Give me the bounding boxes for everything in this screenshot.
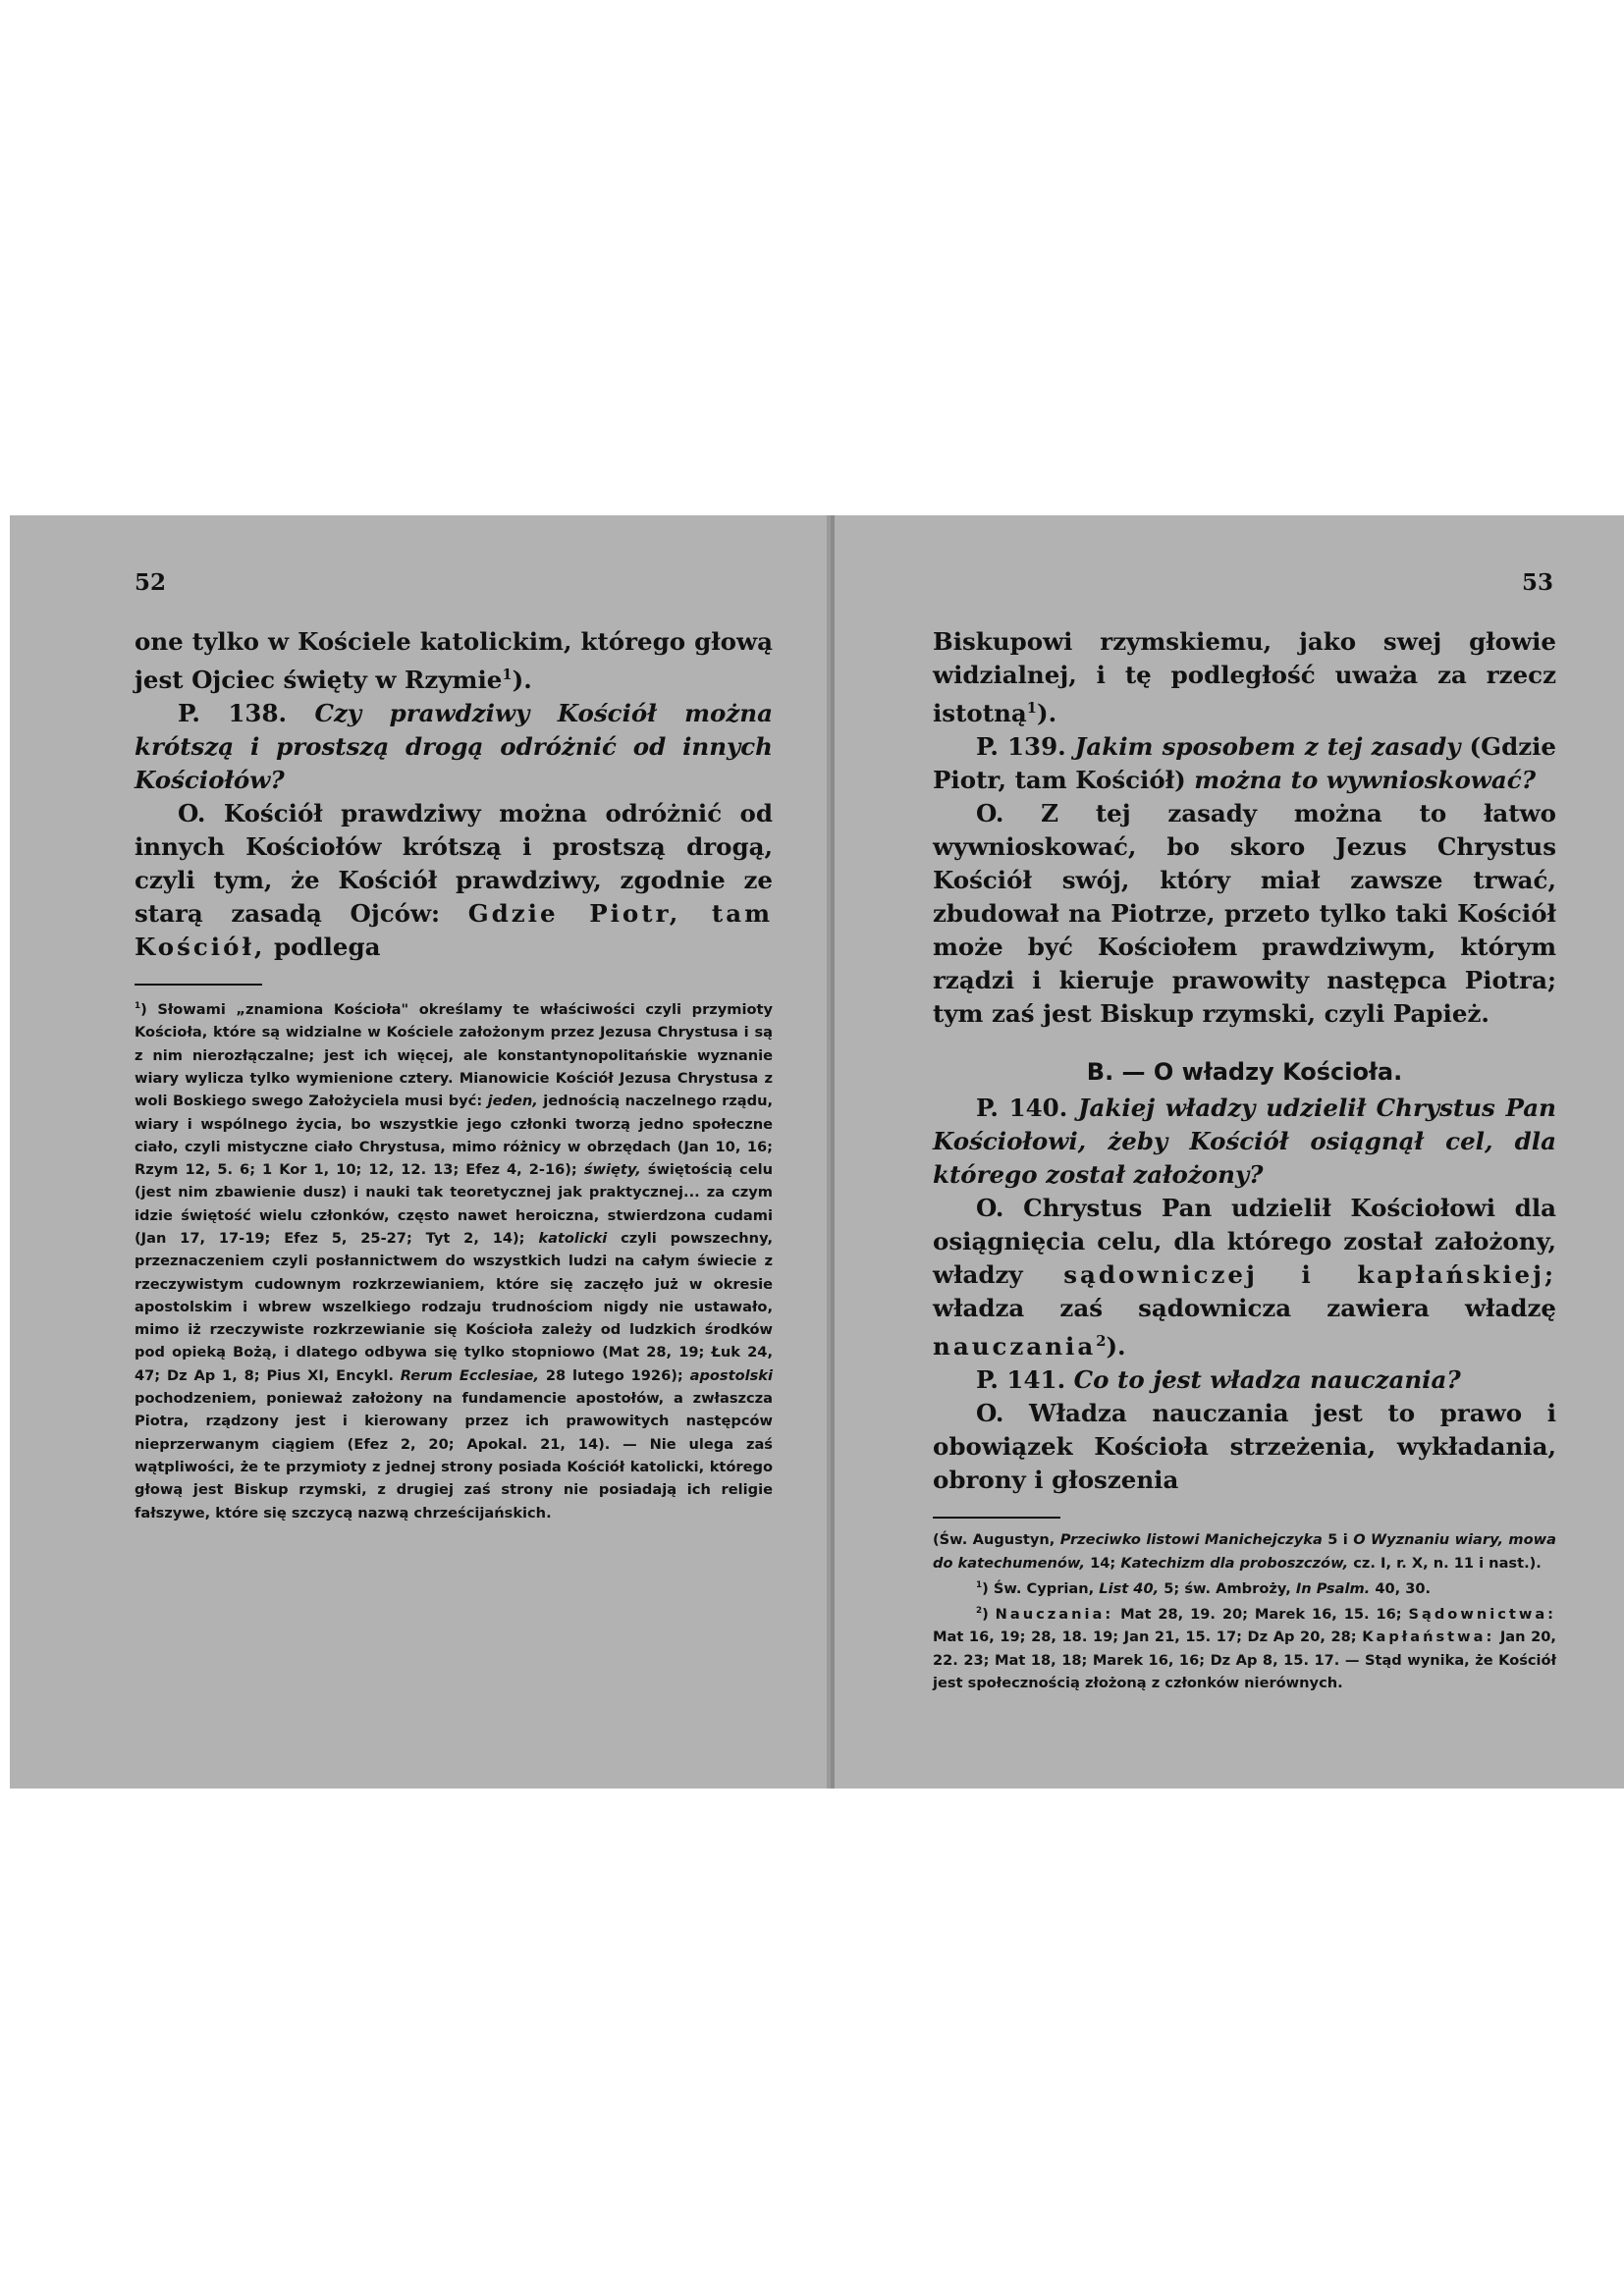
footnote-1: $^1$) Słowami „znamiona Kościoła" określamy te właściwości czyli przymioty Kościoła, które są widzialne w Kościele założonym przez Jezusa Chrystusa i są z nim nierozłączalne; jest ich więcej, ale konstantynopolitańskie wyznanie wiary wylicza tylko wymienione cztery. Mianowicie Kościół Jezusa Chrystusa z woli Boskiego swego Założyciela musi być: jeden, jednością naczelnego rządu, wiary i wspólnego życia, bo wszystkie jego członki tworzą jedno społeczne ciało, czyli mistyczne ciało Chrystusa, mimo różnicy w obrzędach (Jan 10, 16; Rzym 12, 5. 6; 1 Kor 1, 10; 12, 12. 13; Efez 4, 2-16); święty, świętością celu (jest nim zbawienie dusz) i nauki tak teoretycznej jak praktycznej... za czym idzie świętość wielu członków, często nawet heroiczna, stwierdzona cudami (Jan 17, 17-19; Efez 5, 25-27; Tyt 2, 14); katolicki czyli powszechny, przeznaczeniem czyli posłannictwem do wszystkich ludzi na całym świecie z rzeczywistym cudownym rozkrzewianiem, które się zaczęło już w okresie apostolskim i wbrew wszelkiego rodzaju trudnościom nigdy nie ustawało, mimo iż rzeczywiste rozkrzewianie się Kościoła zależy od ludzkich środków pod opieką Bożą, i dlatego odbywa się tylko stopniowo (Mat 28, 19; Łuk 24, 47; Dz Ap 1, 8; Pius XI, Encykl. Rerum Ecclesiae, 28 lutego 1926); apostolski pochodzeniem, ponieważ założony na fundamencie apostołów, a zwłaszcza Piotra, rządzony jest i kierowany przez ich prawowitych następców nieprzerwanym ciągiem (Efez 2, 20; Apokal. 21, 14). — Nie ulega zaś wątpliwości, że te przymioty z jednej strony posiada Kościół katolicki, którego głową jest Biskup rzymski, z drugiej zaś strony nie posiadają ich religie fałszywe, które się szczycą nazwą chrześcijańskich. — [135, 1001, 774, 1522]
answer-140: O. Chrystus Pan udzielił Kościołowi dla osiągnięcia celu, dla którego został założony, władzy sądowniczej i kapłańskiej; władza zaś sądownicza zawiera władzę nauczania$^2$). — [933, 1194, 1556, 1362]
spaced-phrase: nauczania — [933, 1332, 1097, 1362]
footnote-divider — [135, 984, 262, 986]
question-138 — [135, 697, 773, 797]
left-page — [10, 515, 827, 1789]
spaced-phrase: sądowniczej i kapłańskiej; — [1063, 1260, 1556, 1290]
question-140 — [933, 1092, 1556, 1192]
page-number: 53 — [1522, 569, 1554, 596]
right-text-column — [933, 625, 1556, 1694]
question-label: P. 140. — [976, 1094, 1068, 1123]
book-scan — [10, 515, 1624, 1789]
paragraph: Biskupowi rzymskiemu, jako swej głowie widzialnej, i tę podległość uważa za rzecz istotną$^1$). — [933, 627, 1556, 728]
right-page — [835, 515, 1624, 1789]
question-141 — [933, 1363, 1556, 1397]
footnote-1: $^1$) Św. Cyprian, List 40, 5; św. Ambroży, In Psalm. 40, 30. — [976, 1579, 1432, 1597]
answer-138: O. Kościół prawdziwy można odróżnić od innych Kościołów krótszą i prostszą drogą, czyli tym, że Kościół prawdziwy, zgodnie ze starą zasadą Ojców: Gdzie Piotr, tam Kościół, podlega — [135, 799, 773, 962]
paragraph: one tylko w Kościele katolickim, którego głową jest Ojciec święty w Rzymie$^1$). — [135, 627, 773, 695]
spaced-phrase: Gdzie Piotr, tam Kościół, — [135, 899, 773, 962]
question-label: P. 141. — [976, 1365, 1066, 1395]
footnote-2: $^2$) Nauczania: Mat 28, 19. 20; Marek 16, 15. 16; Sądownictwa: Mat 16, 19; 28, 18. 19; Jan 21, 15. 17; Dz Ap 20, 28; Kapłaństwa: Jan 20, 22. 23; Mat 18, 18; Marek 16, 16; Dz Ap 8, 15. 17. — Stąd wynika, że Kościół jest społecznością złożoną z członków nierównych. — [933, 1605, 1556, 1691]
page-number: 52 — [135, 569, 167, 596]
footnote-continuation: (Św. Augustyn, Przeciwko listowi Manichejczyka 5 i O Wyznaniu wiary, mowa do katechumenów, 14; Katechizm dla proboszczów, cz. I, r. X, n. 11 i nast.). — [933, 1531, 1556, 1572]
footnote-ref: 1 — [502, 667, 513, 683]
footnote-divider — [933, 1517, 1060, 1519]
question-139: P. 139. Jakim sposobem z tej zasady (Gdzie Piotr, tam Kościół) można to wywnioskować? — [933, 732, 1557, 795]
question-text: Czy prawdziwy Kościół można krótszą i prostszą drogą odróżnić od innych Kościołów? — [135, 699, 773, 795]
left-text-column — [135, 625, 773, 1524]
answer-139: O. Z tej zasady można to łatwo wywnioskować, bo skoro Jezus Chrystus Kościół swój, który miał zawsze trwać, zbudował na Piotrze, przeto tylko taki Kościół może być Kościołem prawdziwym, którym rządzi i kieruje prawowity następca Piotra; tym zaś jest Biskup rzymski, czyli Papież. — [933, 799, 1556, 1029]
footnote-ref: 2 — [1096, 1333, 1107, 1351]
question-label: P. 138. — [178, 699, 288, 728]
footnote-ref: 1 — [1026, 700, 1037, 717]
question-text: Jakiej władzy udzielił Chrystus Pan Kościołowi, żeby Kościół osiągnął cel, dla którego został założony? — [933, 1094, 1556, 1190]
question-text: Co to jest władza nauczania? — [1073, 1365, 1461, 1395]
answer-141: O. Władza nauczania jest to prawo i obowiązek Kościoła strzeżenia, wykładania, obrony i głoszenia — [933, 1399, 1556, 1495]
section-heading: B. — O władzy Kościoła. — [1086, 1058, 1403, 1087]
question-label: P. 139. — [976, 732, 1066, 762]
